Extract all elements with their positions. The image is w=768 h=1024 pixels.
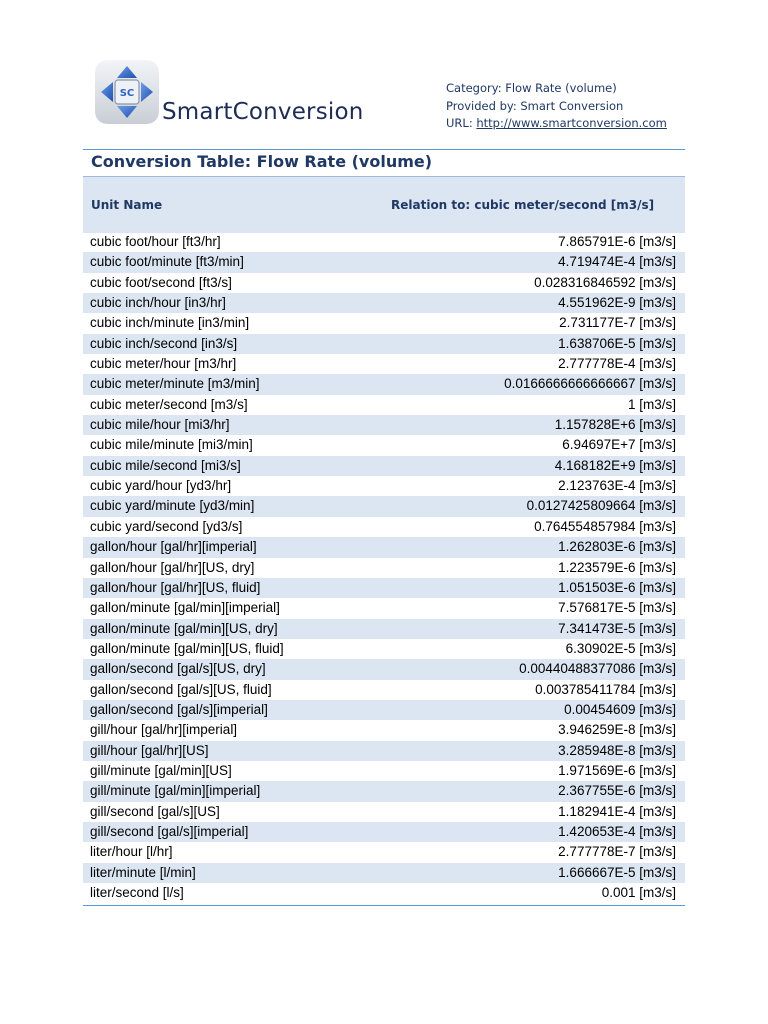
unit-name-cell: cubic mile/hour [mi3/hr] xyxy=(90,417,230,433)
relation-value-cell: 1.971569E-6 [m3/s] xyxy=(558,762,676,778)
relation-value-cell: 1.666667E-5 [m3/s] xyxy=(558,864,676,880)
relation-value-cell: 0.00454609 [m3/s] xyxy=(564,701,676,717)
table-row xyxy=(83,476,685,496)
table-row xyxy=(83,354,685,374)
table-row xyxy=(83,680,685,700)
unit-name-cell: gill/second [gal/s][US] xyxy=(90,803,220,819)
table-row xyxy=(83,578,685,598)
relation-value-cell: 2.123763E-4 [m3/s] xyxy=(558,478,676,494)
table-row xyxy=(83,802,685,822)
table-row xyxy=(83,517,685,537)
unit-name-cell: cubic foot/minute [ft3/min] xyxy=(90,254,244,270)
table-row xyxy=(83,883,685,903)
relation-value-cell: 0.003785411784 [m3/s] xyxy=(535,681,676,697)
unit-name-cell: cubic meter/second [m3/s] xyxy=(90,396,248,412)
brand-name: SmartConversion xyxy=(162,99,364,125)
relation-value-cell: 6.94697E+7 [m3/s] xyxy=(562,437,676,453)
website-link[interactable]: http://www.smartconversion.com xyxy=(476,116,667,130)
relation-value-cell: 0.00440488377086 [m3/s] xyxy=(519,661,676,677)
unit-name-cell: gill/hour [gal/hr][imperial] xyxy=(90,722,238,738)
unit-name-cell: cubic yard/hour [yd3/hr] xyxy=(90,478,232,494)
unit-name-cell: liter/hour [l/hr] xyxy=(90,844,173,860)
unit-name-cell: cubic meter/minute [m3/min] xyxy=(90,376,260,392)
unit-name-cell: gallon/minute [gal/min][US, fluid] xyxy=(90,640,284,656)
table-row xyxy=(83,232,685,252)
unit-name-cell: gallon/minute [gal/min][imperial] xyxy=(90,600,280,616)
relation-value-cell: 2.731177E-7 [m3/s] xyxy=(559,315,676,331)
relation-value-cell: 6.30902E-5 [m3/s] xyxy=(565,640,676,656)
conversion-table-body xyxy=(83,232,685,903)
relation-value-cell: 1.051503E-6 [m3/s] xyxy=(558,579,676,595)
unit-name-cell: cubic mile/minute [mi3/min] xyxy=(90,437,253,453)
relation-value-cell: 1 [m3/s] xyxy=(627,396,676,412)
unit-name-cell: gill/minute [gal/min][imperial] xyxy=(90,783,261,799)
smartconversion-logo-icon xyxy=(95,60,159,124)
unit-name-cell: cubic yard/second [yd3/s] xyxy=(90,518,243,534)
relation-value-cell: 2.367755E-6 [m3/s] xyxy=(558,783,676,799)
table-row xyxy=(83,700,685,720)
unit-name-cell: cubic meter/hour [m3/hr] xyxy=(90,356,237,372)
logo-text: SC xyxy=(119,88,135,99)
table-row xyxy=(83,822,685,842)
relation-value-cell: 0.0127425809664 [m3/s] xyxy=(526,498,676,514)
table-row xyxy=(83,598,685,618)
relation-value-cell: 3.285948E-8 [m3/s] xyxy=(558,742,676,758)
category-label: Category: Flow Rate (volume) xyxy=(446,81,617,95)
unit-name-cell: cubic inch/second [in3/s] xyxy=(90,335,238,351)
relation-value-cell: 1.182941E-4 [m3/s] xyxy=(558,803,676,819)
table-row xyxy=(83,252,685,272)
relation-value-cell: 1.262803E-6 [m3/s] xyxy=(558,539,676,555)
relation-value-cell: 1.638706E-5 [m3/s] xyxy=(558,335,676,351)
relation-value-cell: 0.0166666666666667 [m3/s] xyxy=(504,376,676,392)
table-row xyxy=(83,639,685,659)
url-prefix: URL: xyxy=(446,116,477,130)
provided-by-label: Provided by: Smart Conversion xyxy=(446,98,624,113)
unit-name-cell: gallon/hour [gal/hr][US, dry] xyxy=(90,559,255,575)
table-row xyxy=(83,863,685,883)
relation-value-cell: 3.946259E-8 [m3/s] xyxy=(558,722,676,738)
unit-name-cell: gallon/second [gal/s][US, dry] xyxy=(90,661,266,677)
relation-value-cell: 4.168182E+9 [m3/s] xyxy=(554,457,676,473)
table-row xyxy=(83,415,685,435)
table-row xyxy=(83,842,685,862)
unit-name-cell: cubic foot/second [ft3/s] xyxy=(90,274,232,290)
relation-value-cell: 4.719474E-4 [m3/s] xyxy=(558,254,676,270)
table-row xyxy=(83,496,685,516)
relation-value-cell: 1.223579E-6 [m3/s] xyxy=(558,559,676,575)
table-row xyxy=(83,761,685,781)
unit-name-cell: gallon/hour [gal/hr][US, fluid] xyxy=(90,579,261,595)
unit-name-cell: gallon/second [gal/s][US, fluid] xyxy=(90,681,272,697)
unit-name-cell: cubic inch/hour [in3/hr] xyxy=(90,295,226,311)
unit-name-cell: gallon/hour [gal/hr][imperial] xyxy=(90,539,257,555)
relation-value-cell: 1.157828E+6 [m3/s] xyxy=(554,417,676,433)
table-row xyxy=(83,374,685,394)
unit-name-cell: gallon/second [gal/s][imperial] xyxy=(90,701,268,717)
table-row xyxy=(83,741,685,761)
unit-name-cell: gill/hour [gal/hr][US] xyxy=(90,742,209,758)
table-header xyxy=(83,176,685,233)
relation-value-cell: 7.576817E-5 [m3/s] xyxy=(558,600,676,616)
unit-name-cell: liter/second [l/s] xyxy=(90,885,184,900)
table-row xyxy=(83,456,685,476)
table-row xyxy=(83,395,685,415)
unit-name-cell: cubic inch/minute [in3/min] xyxy=(90,315,250,331)
table-row xyxy=(83,435,685,455)
relation-value-cell: 0.001 [m3/s] xyxy=(601,885,676,900)
column-header-unit-name: Unit Name xyxy=(91,198,163,212)
table-row xyxy=(83,273,685,293)
table-row xyxy=(83,537,685,557)
unit-name-cell: gill/minute [gal/min][US] xyxy=(90,762,232,778)
unit-name-cell: cubic yard/minute [yd3/min] xyxy=(90,498,255,514)
table-row xyxy=(83,659,685,679)
table-row xyxy=(83,619,685,639)
table-row xyxy=(83,293,685,313)
top-divider xyxy=(83,149,685,150)
relation-value-cell: 0.028316846592 [m3/s] xyxy=(534,274,676,290)
document-meta xyxy=(446,80,667,133)
column-header-relation: Relation to: cubic meter/second [m3/s] xyxy=(391,198,655,212)
table-row xyxy=(83,334,685,354)
table-row xyxy=(83,558,685,578)
table-row xyxy=(83,313,685,333)
relation-value-cell: 7.341473E-5 [m3/s] xyxy=(558,620,676,636)
unit-name-cell: cubic foot/hour [ft3/hr] xyxy=(90,234,221,249)
relation-value-cell: 1.420653E-4 [m3/s] xyxy=(558,823,676,839)
bottom-divider xyxy=(83,905,685,906)
unit-name-cell: liter/minute [l/min] xyxy=(90,864,196,880)
relation-value-cell: 7.865791E-6 [m3/s] xyxy=(558,234,676,249)
relation-value-cell: 2.777778E-7 [m3/s] xyxy=(558,844,676,860)
url-line xyxy=(446,115,667,133)
relation-value-cell: 2.777778E-4 [m3/s] xyxy=(558,356,676,372)
relation-value-cell: 4.551962E-9 [m3/s] xyxy=(558,295,676,311)
unit-name-cell: gill/second [gal/s][imperial] xyxy=(90,823,249,839)
relation-value-cell: 0.764554857984 [m3/s] xyxy=(534,518,676,534)
table-title: Conversion Table: Flow Rate (volume) xyxy=(91,152,433,171)
unit-name-cell: gallon/minute [gal/min][US, dry] xyxy=(90,620,278,636)
table-row xyxy=(83,781,685,801)
table-row xyxy=(83,720,685,740)
unit-name-cell: cubic mile/second [mi3/s] xyxy=(90,457,241,473)
